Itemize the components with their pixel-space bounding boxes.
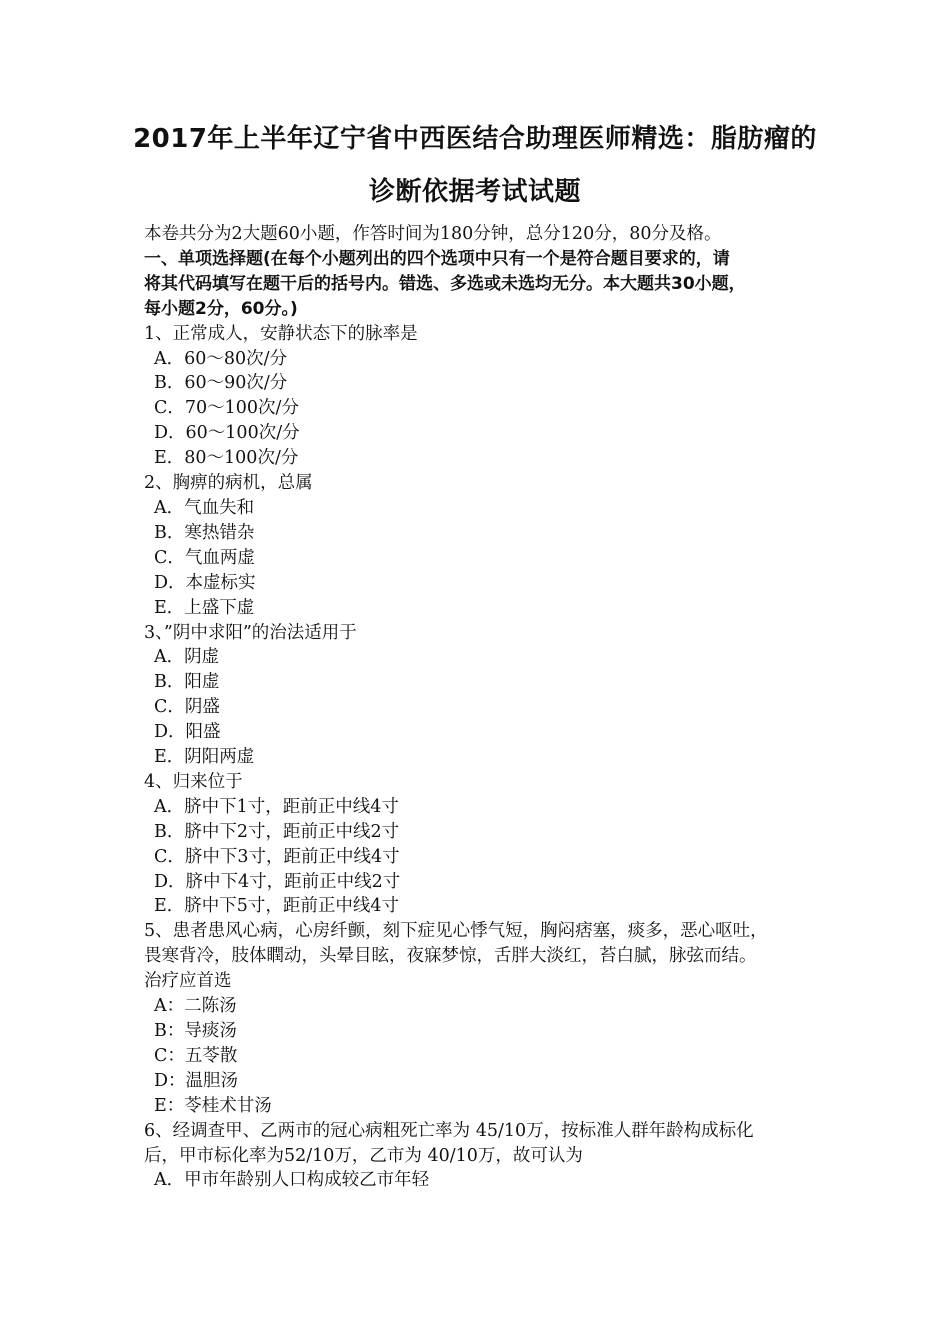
question-option: A：二陈汤: [154, 996, 237, 1017]
question-option: D．阳盛: [154, 722, 221, 743]
question-stem-line: 治疗应首选: [144, 971, 232, 992]
question-option: A．60～80次/分: [154, 348, 288, 369]
question-option: D．本虚标实: [154, 572, 256, 593]
document-title-line-2: 诊断依据考试试题: [368, 177, 581, 207]
question-option: B．60～90次/分: [154, 373, 288, 394]
question-option: E．阴阳两虚: [154, 747, 255, 768]
question-option: D：温胆汤: [154, 1070, 239, 1091]
question-stem: 2、胸痹的病机，总属: [144, 473, 313, 494]
question-option: E．80～100次/分: [154, 448, 299, 469]
question-option: A．脐中下1寸，距前正中线4寸: [154, 796, 399, 817]
document-title-line-1: 2017年上半年辽宁省中西医结合助理医师精选：脂肪瘤的: [133, 124, 817, 154]
section-heading-line-1: 一、单项选择题(在每个小题列出的四个选项中只有一个是符合题目要求的，请: [144, 248, 730, 269]
question-option: B：导痰汤: [154, 1021, 237, 1041]
question-option: D．脐中下4寸，距前正中线2寸: [154, 871, 401, 892]
question-option: C：五苓散: [154, 1045, 238, 1066]
question-stem-line: 后，甲市标化率为52/10万，乙市为 40/10万，故可认为: [144, 1145, 583, 1166]
question-option: C．阴盛: [154, 697, 220, 718]
question-option: D．60～100次/分: [154, 423, 300, 444]
question-option: C．70～100次/分: [154, 398, 299, 419]
document-body: [144, 222, 812, 1193]
question-option: B．寒热错杂: [154, 522, 255, 543]
question-stem: 1、正常成人，安静状态下的脉率是: [144, 323, 418, 344]
question-option: B．阳虚: [154, 672, 220, 693]
question-stem: 3、”阴中求阳”的治法适用于: [144, 622, 357, 643]
question-stem-line: 6、经调查甲、乙两市的冠心病粗死亡率为 45/10万，按标准人群年龄构成标化: [144, 1120, 754, 1141]
question-option: C．气血两虚: [154, 547, 255, 568]
question-option: A．气血失和: [154, 497, 255, 518]
question-stem-line: 畏寒背冷，肢体瞤动，头晕目眩，夜寐梦惊，舌胖大淡红，苔白腻，脉弦而结。: [144, 946, 757, 967]
question-stem: 4、归来位于: [144, 771, 243, 792]
question-option: B．脐中下2寸，距前正中线2寸: [154, 821, 400, 842]
question-option: E．脐中下5寸，距前正中线4寸: [154, 896, 400, 917]
exam-intro: 本卷共分为2大题60小题，作答时间为180分钟，总分120分，80分及格。: [144, 224, 722, 244]
question-option: C．脐中下3寸，距前正中线4寸: [154, 846, 400, 867]
question-option: A．阴虚: [154, 647, 220, 668]
question-option: A．甲市年龄别人口构成较乙市年轻: [154, 1170, 430, 1191]
question-option: E：苓桂术甘汤: [154, 1095, 272, 1116]
section-heading-line-3: 每小题2分，60分。): [144, 298, 298, 319]
question-stem-line: 5、患者患风心病，心房纤颤，刻下症见心悸气短，胸闷痞塞，痰多，恶心呕吐，: [144, 921, 768, 942]
section-heading-line-2: 将其代码填写在题干后的括号内。错选、多选或未选均无分。本大题共30小题，: [144, 273, 746, 294]
question-option: E．上盛下虚: [154, 597, 255, 618]
